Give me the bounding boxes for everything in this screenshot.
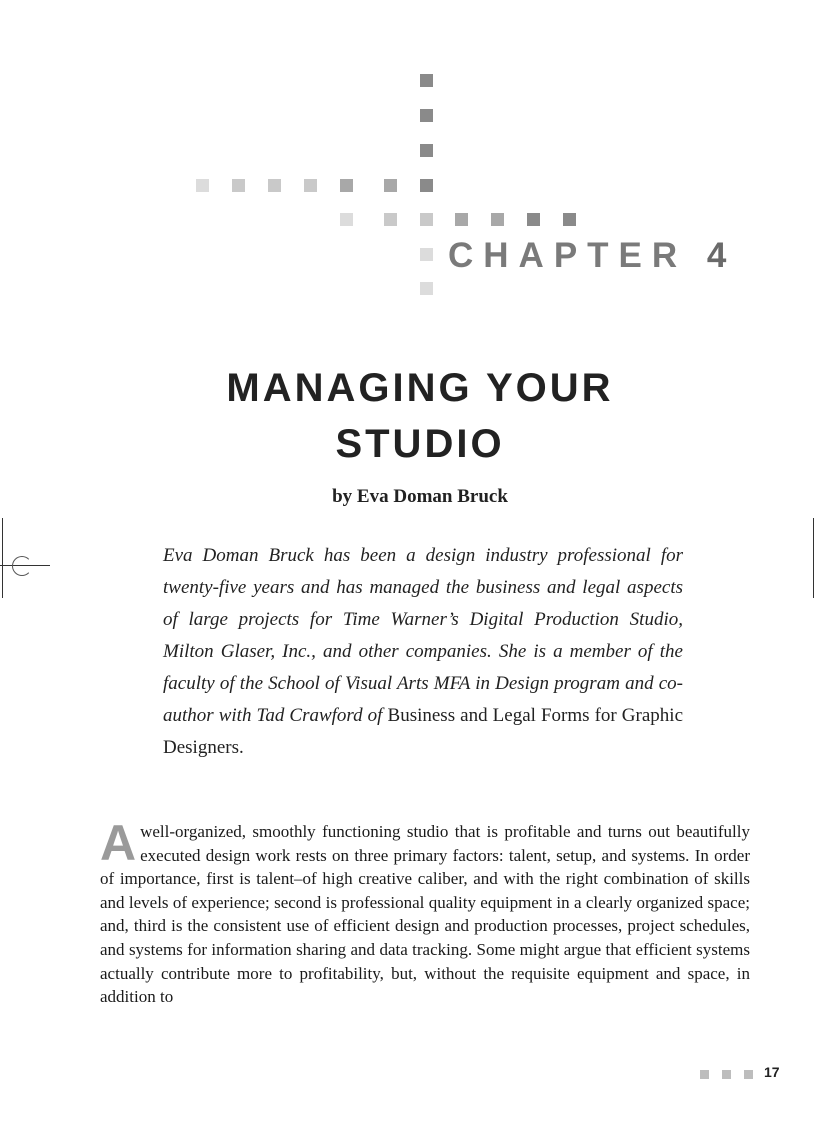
- decor-square: [196, 179, 209, 192]
- decor-square: [420, 179, 433, 192]
- chapter-heading: [448, 236, 736, 276]
- decor-square: [384, 179, 397, 192]
- footer-square: [744, 1070, 753, 1079]
- title-line-1: MANAGING YOUR: [226, 366, 614, 410]
- page-number: 17: [764, 1064, 780, 1080]
- decor-square: [420, 282, 433, 295]
- decor-square: [420, 109, 433, 122]
- bio-text: Eva Doman Bruck has been a design industry professional for twenty-five years and has managed the business and legal aspects of large projects for Time Warner’s Digital Production Studio, Milton Glaser, Inc., and other companies. She is a member of the faculty of the School of Visual Arts MFA in Design program and co-author with Tad Crawford of: [163, 545, 683, 726]
- title-line-2: STUDIO: [335, 422, 505, 466]
- decor-square: [420, 213, 433, 226]
- decor-square: [340, 213, 353, 226]
- footer-square: [700, 1070, 709, 1079]
- decor-square: [304, 179, 317, 192]
- decor-square: [491, 213, 504, 226]
- decor-square: [563, 213, 576, 226]
- decor-square: [420, 248, 433, 261]
- decor-square: [384, 213, 397, 226]
- crop-mark-left: [2, 518, 3, 598]
- footer-square: [722, 1070, 731, 1079]
- author-byline: by Eva Doman Bruck: [332, 486, 508, 507]
- drop-cap: A: [100, 815, 137, 871]
- chapter-label: CHAPTER: [448, 236, 688, 275]
- crop-mark-right: [813, 518, 814, 598]
- author-bio: [163, 540, 683, 764]
- decor-square: [340, 179, 353, 192]
- chapter-number: 4: [706, 236, 737, 275]
- decor-square: [455, 213, 468, 226]
- body-paragraph: [100, 815, 750, 1009]
- decor-square: [420, 144, 433, 157]
- page-title: [100, 360, 740, 472]
- decor-square: [232, 179, 245, 192]
- bio-book-title: Business and Legal Forms for Graphic Designers.: [163, 705, 684, 758]
- decor-square: [527, 213, 540, 226]
- body-text: well-organized, smoothly functioning studio that is profitable and turns out beautifully executed design work rests on three primary factors: talent, setup, and systems. In order of importance, first is talent–of high creative caliber, and with the right combination of skills and levels of experience; second is professional quality equipment in a clearly organized space; and, third is the consistent use of efficient design and production processes, project schedules, and systems for information sharing and data tracking. Some might argue that efficient systems actually contribute more to profitability, but, without the requisite equipment and space, in addition to: [100, 822, 750, 1007]
- decor-square: [268, 179, 281, 192]
- decor-square: [420, 74, 433, 87]
- registration-mark-icon: [12, 556, 32, 576]
